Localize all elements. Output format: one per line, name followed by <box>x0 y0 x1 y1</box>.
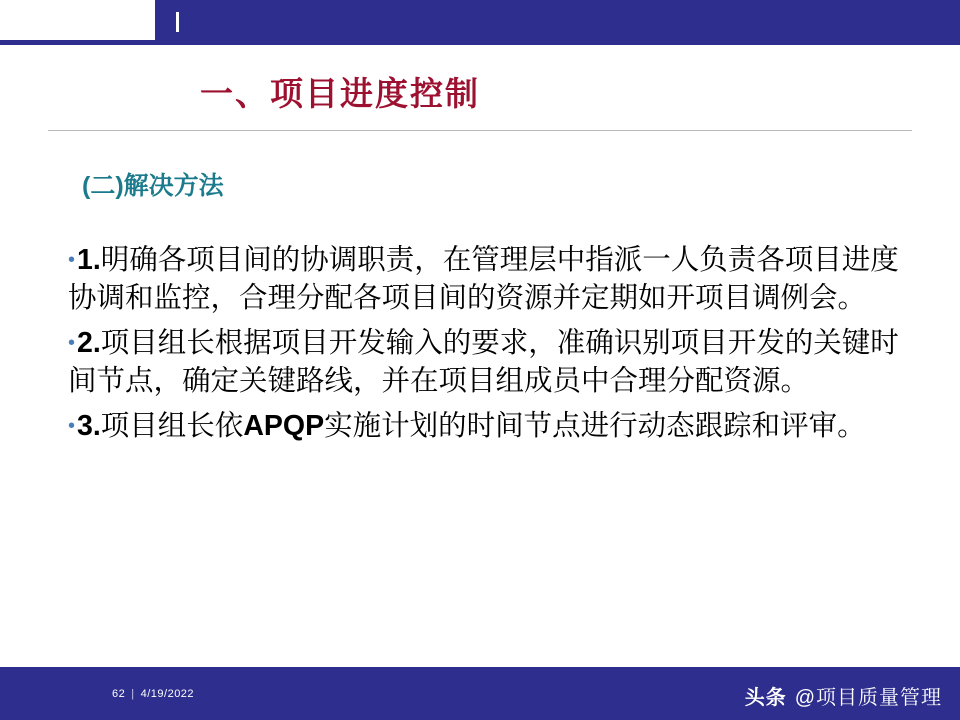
footer-separator: | <box>131 688 135 700</box>
watermark-text: @项目质量管理 <box>794 687 942 709</box>
list-item-number: 1. <box>77 244 101 276</box>
watermark <box>745 681 942 710</box>
body-bullet-list <box>68 242 908 454</box>
list-item-text: 项目组长根据项目开发输入的要求，准确识别项目开发的关键时间节点，确定关键路线，并在项目组成员中合理分配资源。 <box>68 327 899 397</box>
footer-date: 4/19/2022 <box>140 688 195 700</box>
list-item <box>68 408 908 446</box>
page-title: 一、项目进度控制 <box>200 75 480 112</box>
list-item <box>68 242 908 317</box>
section-subtitle: (二)解决方法 <box>82 172 224 200</box>
list-item <box>68 325 908 400</box>
bullet-dot-icon: • <box>68 415 76 438</box>
list-item-text: 明确各项目间的协调职责，在管理层中指派一人负责各项目进度协调和监控，合理分配各项目间的资源并定期如开项目调例会。 <box>68 244 899 314</box>
top-banner-white-block <box>0 0 155 40</box>
top-banner-accent-rule <box>0 40 960 45</box>
bullet-dot-icon: • <box>68 332 76 355</box>
title-divider <box>48 130 912 131</box>
top-banner <box>0 0 960 40</box>
top-banner-tick <box>176 12 179 32</box>
list-item-text-b: 实施计划的时间节点进行动态跟踪和评审。 <box>324 410 866 443</box>
bullet-dot-icon: • <box>68 249 76 271</box>
list-item-keyword: APQP <box>243 410 325 443</box>
list-item-number: 3. <box>77 410 101 443</box>
watermark-logo: 头条 <box>744 687 787 709</box>
list-item-text-a: 项目组长依 <box>100 410 244 443</box>
page-number: 62 <box>112 688 126 700</box>
footer-meta <box>112 688 194 700</box>
list-item-number: 2. <box>77 327 101 360</box>
